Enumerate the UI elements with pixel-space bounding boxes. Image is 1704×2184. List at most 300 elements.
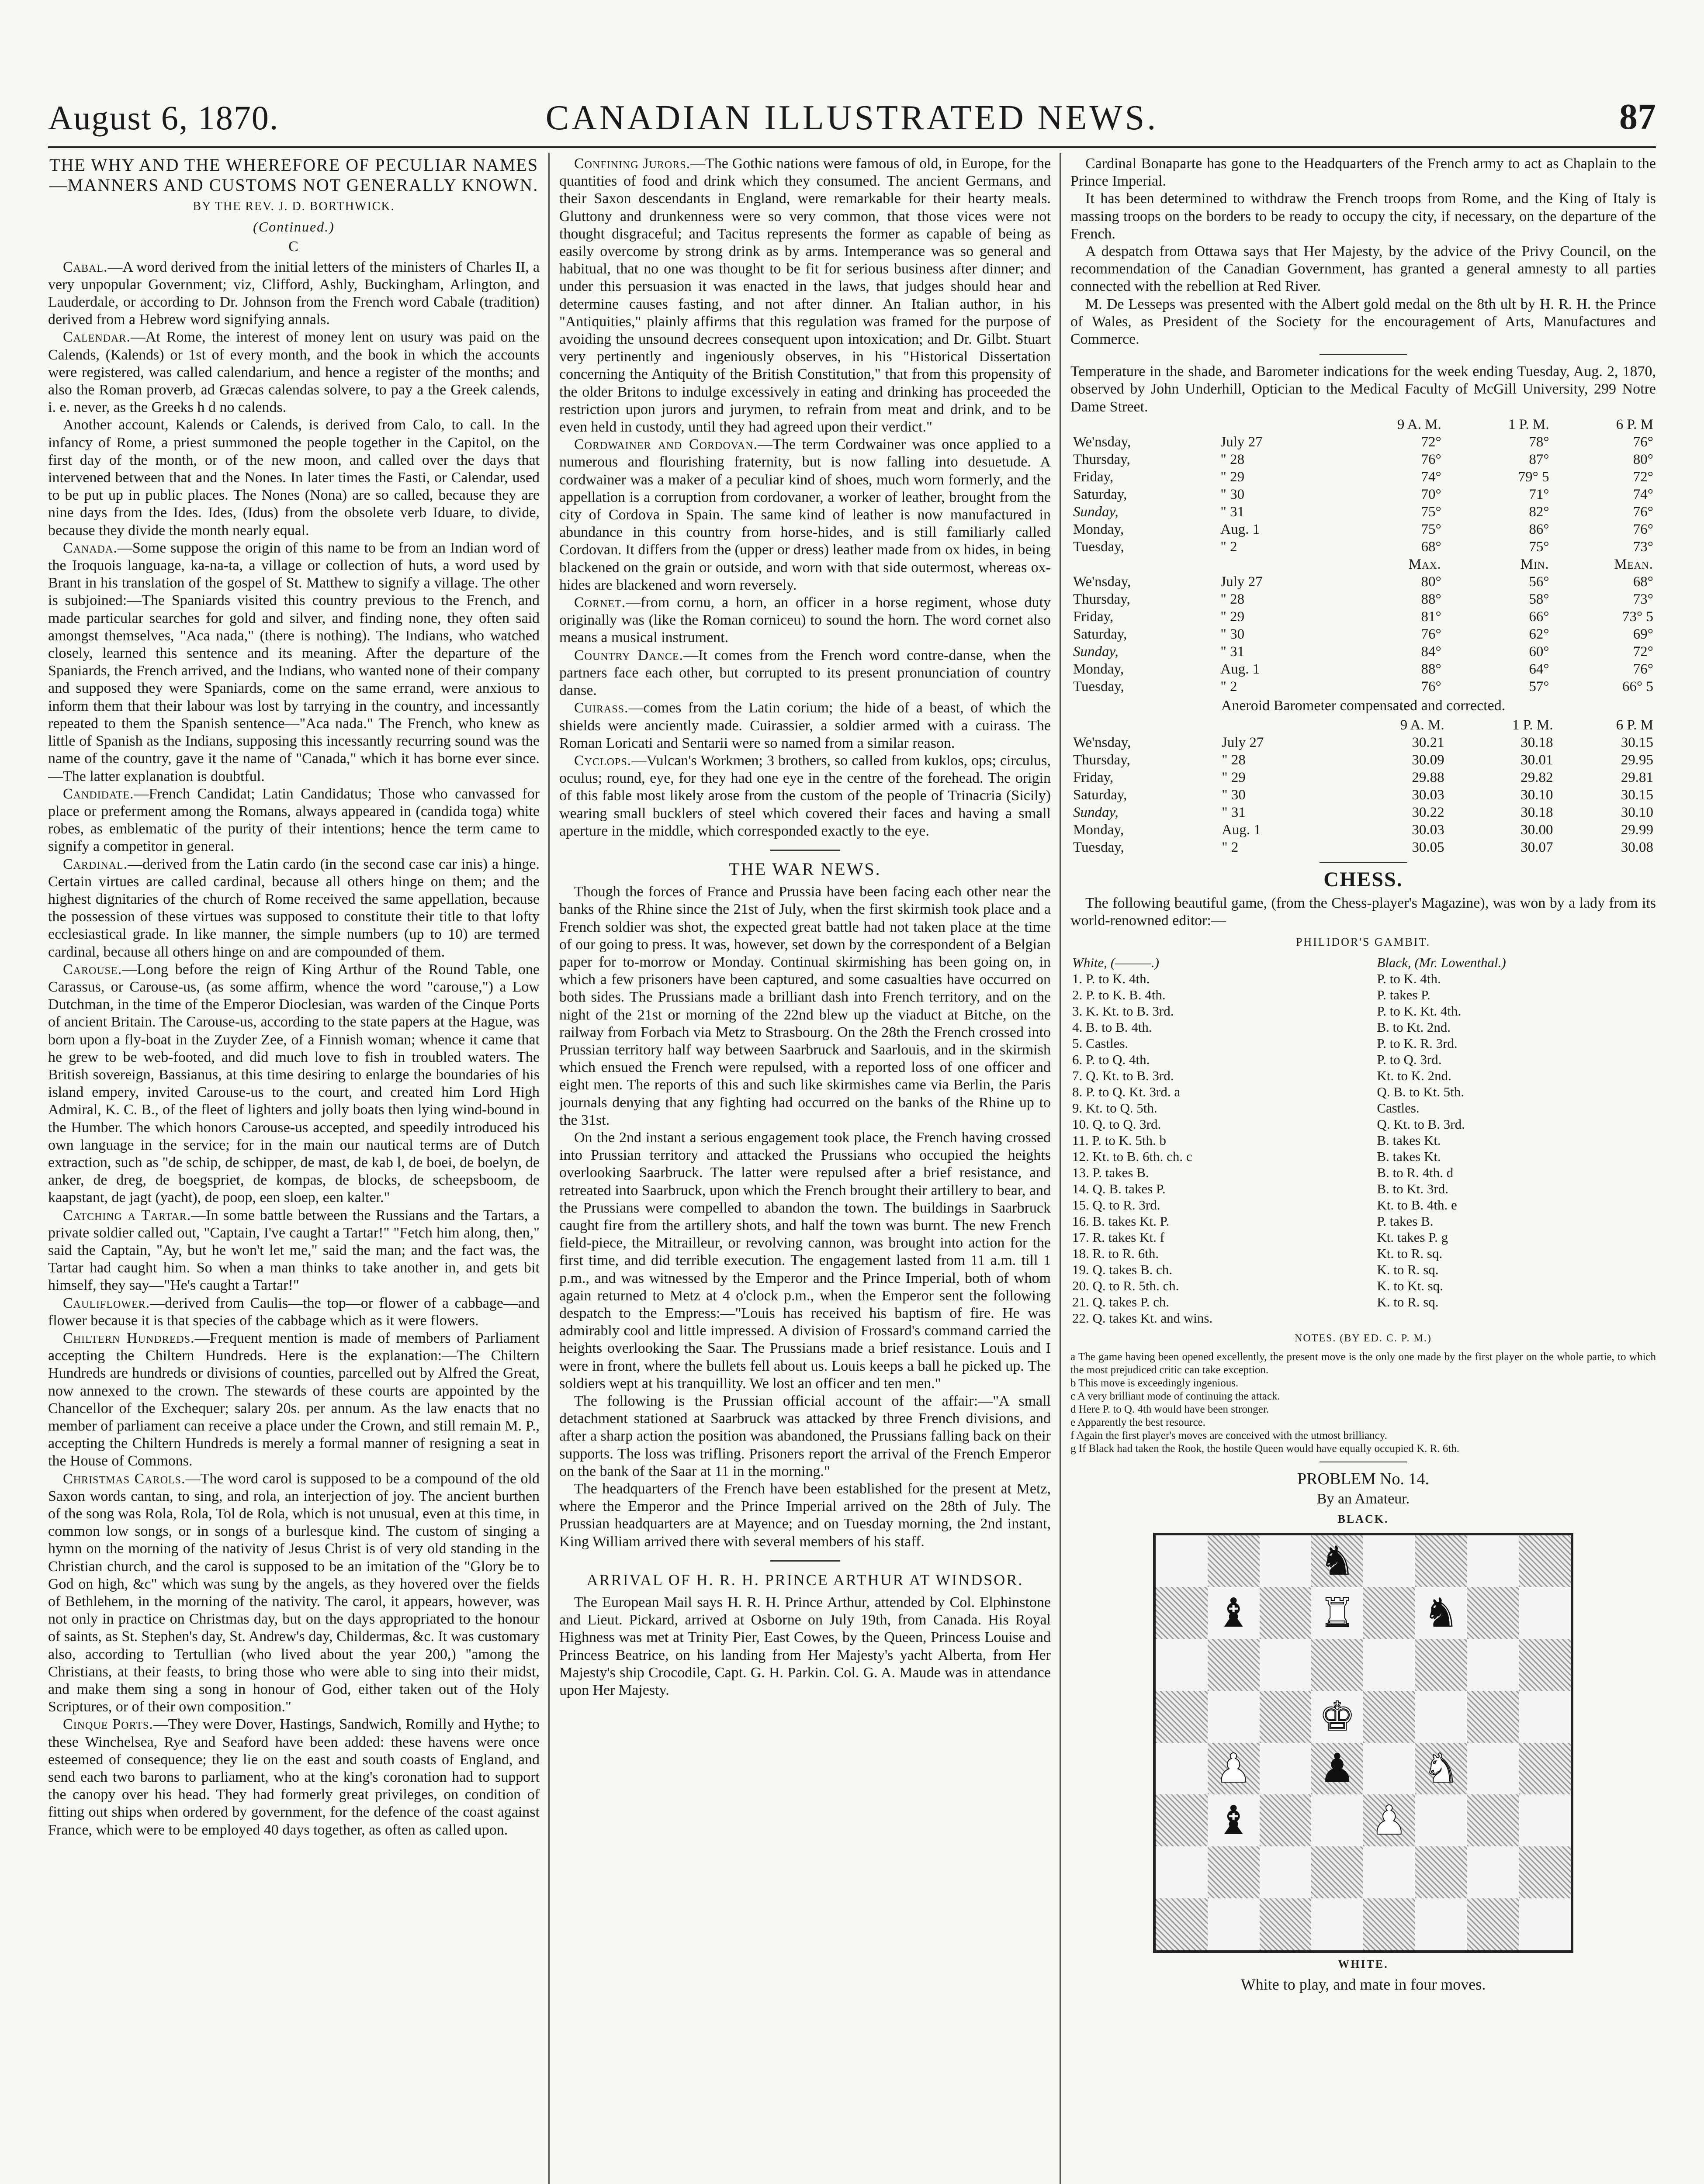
table-cell: " 29 [1222,770,1246,786]
white-move: 10. Q. to Q. 3rd. [1072,1116,1161,1132]
table-cell: 68° [1421,539,1441,555]
white-king-icon: ♚ [1319,1693,1355,1740]
move-row [1070,1035,1656,1051]
table-cell: We'nsday, [1073,434,1131,450]
table-cell: Tuesday, [1073,840,1124,856]
board-square [1311,1639,1363,1691]
table-cell: Tuesday, [1073,678,1124,695]
board-square [1156,1587,1208,1639]
table-cell: " 29 [1220,608,1245,625]
board-square [1467,1535,1519,1587]
entry-term: Country Dance. [574,647,683,663]
move-row [1070,1197,1656,1213]
table-cell: Sunday, [1073,504,1119,520]
table-cell: 30.18 [1520,805,1553,821]
table-cell: 30.10 [1520,787,1553,803]
divider [770,850,840,851]
col-header: 1 P. M. [1512,717,1553,733]
table-cell: " 28 [1220,591,1245,607]
barometer-table [1070,716,1656,856]
article-body [48,259,540,1839]
table-cell: 88° [1421,661,1441,677]
table-cell: " 31 [1220,643,1245,660]
table-cell: 76° [1633,504,1653,520]
board-square [1208,1846,1260,1898]
war-news-body [559,883,1051,1551]
table-cell: " 2 [1220,539,1237,555]
entry-term: Cuirass. [574,700,629,716]
table-cell: 81° [1421,608,1441,625]
news-briefs [1070,155,1656,348]
paragraph [559,1393,1051,1480]
entry-term: Cornet. [574,594,626,611]
table-cell: 56° [1529,574,1549,590]
white-player: White, (———.) [1072,954,1159,970]
continued-label: (Continued.) [253,219,335,235]
table-cell: 29.81 [1621,770,1653,786]
paragraph-text: A despatch from Ottawa says that Her Majesty, by the advice of the Privy Council, on the recommendation of the Canadian Government, has granted a general amnesty to all parties connected with the rebellion at Red River. [1070,243,1656,295]
table-cell: 30.15 [1621,787,1653,803]
table-cell: 70° [1421,486,1441,502]
table-cell: 30.08 [1621,840,1653,856]
table-cell: Friday, [1073,469,1114,485]
board-square [1156,1535,1208,1587]
arrival-title: ARRIVAL OF H. R. H. PRINCE ARTHUR AT WINDSOR. [586,1571,1024,1589]
table-cell: " 30 [1220,486,1245,502]
board-square [1415,1846,1467,1898]
entry-term: Cordwainer and Cordovan. [574,436,758,453]
white-pawn-icon: ♟ [1215,1745,1252,1792]
chess-note: f Again the first player's moves are conceived with the utmost brilliancy. [1070,1430,1387,1442]
table-cell: 79° 5 [1518,469,1549,485]
table-cell: 29.95 [1621,752,1653,768]
board-square [1156,1846,1208,1898]
table-cell: Friday, [1073,608,1114,625]
chess-note: c A very brilliant mode of continuing the attack. [1070,1390,1280,1403]
black-move: Q. Kt. to B. 3rd. [1377,1116,1465,1132]
black-bishop-icon: ♝ [1215,1797,1252,1844]
table-row [1070,821,1656,839]
white-pawn-icon: ♟ [1371,1797,1407,1844]
black-move: B. to Kt. 3rd. [1377,1181,1448,1196]
paragraph [559,752,1051,840]
table-row [1070,486,1656,503]
board-square [1363,1794,1415,1846]
black-knight-icon: ♞ [1423,1589,1459,1636]
table-cell: 68° [1633,574,1653,590]
white-move: 11. P. to K. 5th. b [1072,1132,1167,1148]
chess-board [1153,1533,1573,1953]
table-cell: 30.22 [1412,805,1444,821]
chess-note: a The game having been opened excellently, the present move is the only one made by the first player on the whole partie, to which the most prejudiced critic can take exception. [1070,1351,1656,1376]
col-header: 9 A. M. [1400,717,1444,733]
entry-term: Canada. [63,539,118,556]
col-header: 6 P. M [1616,717,1653,733]
entry-term: Cabal. [63,259,108,275]
paragraph-text: —from cornu, a horn, an officer in a horse regiment, whose duty originally was (like the Roman corniceu) to sound the horn. The word cornet also means a musical instrument. [559,594,1051,646]
paragraph-text: —The term Cordwainer was once applied to a numerous and flourishing fraternity, but is now falling into desuetude. A cordwainer was a maker of a peculiar kind of shoes, much worn formerly, and the appellation is a corruption from cordovaner, a worker of leather, brought from the city of Cordova in Spain. The same kind of leather is now manufactured in abundance in this country from horse-hides, and is still familiarly called Cordovan. It differs from the (upper or dress) leather made from ox hides, in being blackened on the grain or outside, and worn with that side outermost, whereas ox-hides are blackened and worn reversely. [559,436,1051,593]
table-cell: Sunday, [1073,805,1119,821]
page-number: 87 [1619,97,1656,137]
black-move: B. takes Kt. [1377,1148,1441,1164]
entry-term: Carouse. [63,961,122,978]
board-square [1260,1846,1312,1898]
board-square [1519,1587,1571,1639]
paragraph-text: —Some suppose the origin of this name to be from an Indian word of the Iroquois language, ka-na-ta, a village or collection of huts, a word used by Brant in his translation of the gospel of St. Matthew to signify a village. The other is subjoined:—The Spaniards visited this country previous to the French, and made particular searches for gold and silver, and finding none, they often said amongst themselves, "Aca nada," (there is nothing). The Indians, who watched closely, learned this sentence and its meaning. After the departure of the Spaniards, the French arrived, and the Indians, who wanted none of their company and supposed they were Spaniards, come on the same errand, were anxious to inform them that their labour was lost by tarrying in the country, and incessantly repeated to them the Spanish sentence—"Aca nada." The French, who knew as little of Spanish as the Indians, supposing this incessantly recurring sound was the name of the country, gave it the name of "Canada," which it has borne ever since.—The latter explanation is doubtful. [48,539,540,784]
black-move: P. to K. 4th. [1377,971,1441,986]
paragraph-text: It has been determined to withdraw the French troops from Rome, and the King of Italy is massing troops on the borders to be ready to occupy the city, if necessary, on the departure of the French. [1070,190,1656,242]
white-move: 8. P. to Q. Kt. 3rd. a [1072,1084,1181,1099]
war-news-title: THE WAR NEWS. [729,859,881,879]
paragraph [48,1470,540,1716]
entry-term: Cinque Ports. [63,1716,153,1733]
paragraph-text: —They were Dover, Hastings, Sandwich, Romilly and Hythe; to these Winchelsea, Rye and Seaford have been added: these havens were once esteemed of consequence; they lie on the east and south coasts of England, and send each two barons to parliament, who at the king's coronation had to support the canopy over his head. They had formerly great privileges, on condition of fitting out ships when ordered by government, for the defence of the coast against France, which were to be employed 40 days together, as often as called upon. [48,1716,540,1838]
white-move: 7. Q. Kt. to B. 3rd. [1072,1068,1174,1083]
chess-note: d Here P. to Q. 4th would have been stronger. [1070,1403,1269,1416]
paragraph [48,328,540,416]
board-square [1260,1587,1312,1639]
board-square [1208,1639,1260,1691]
table-row [1070,804,1656,821]
black-move: Kt. to K. 2nd. [1377,1068,1451,1083]
board-square [1363,1587,1415,1639]
table-cell: " 28 [1222,752,1246,768]
arrival-body [559,1594,1051,1699]
move-row [1070,1213,1656,1229]
table-cell: 75° [1421,521,1441,537]
table-row [1070,521,1656,538]
col-header: Min. [1520,556,1549,572]
board-square [1519,1898,1571,1950]
black-move: P. to K. Kt. 4th. [1377,1003,1462,1019]
board-square [1519,1743,1571,1795]
table-row [1070,503,1656,521]
paragraph-text: Cardinal Bonaparte has gone to the Headquarters of the French army to act as Chaplain to the Prince Imperial. [1070,156,1656,190]
board-square [1467,1846,1519,1898]
move-row [1070,1278,1656,1294]
black-move: B. to Kt. 2nd. [1377,1019,1451,1035]
opening-name: PHILIDOR'S GAMBIT. [1295,935,1431,948]
move-row [1070,1165,1656,1181]
board-square [1467,1898,1519,1950]
table-row [1070,734,1656,751]
table-cell: " 31 [1222,805,1246,821]
white-move: 21. Q. takes P. ch. [1072,1294,1170,1310]
paragraph [48,961,540,1207]
board-square [1467,1691,1519,1743]
table-cell: " 31 [1220,504,1245,520]
table-cell: 71° [1529,486,1549,502]
table-cell: 72° [1633,469,1653,485]
table-row [1070,451,1656,468]
white-side-label: WHITE. [1338,1957,1389,1970]
table-cell: Aug. 1 [1220,521,1260,537]
paragraph [559,647,1051,700]
board-square [1311,1898,1363,1950]
board-square [1415,1639,1467,1691]
board-square [1156,1898,1208,1950]
col-header: Max. [1408,556,1441,572]
table-cell: Aug. 1 [1220,661,1260,677]
table-row [1070,538,1656,556]
board-square [1363,1743,1415,1795]
move-row [1070,1181,1656,1197]
table-row [1070,625,1656,643]
board-square [1208,1691,1260,1743]
move-row [1070,971,1656,987]
paragraph-text: —French Candidat; Latin Candidatus; Those who canvassed for place or preferment among the Romans, always appeared in (candida toga) white robes, as emblematic of the purity of their intentions; hence the term came to signify a competitor in general. [48,785,540,855]
paragraph-text: —It comes from the French word contre-danse, when the partners face each other, but corrupted to its present pronunciation of country danse. [559,647,1051,699]
paragraph-text: The following is the Prussian official account of the affair:—"A small detachment stationed at Saarbruck was attacked by three French divisions, and after a sharp action the position was abandoned, the Prussians falling back on their supports. The loss was trifling. Prisoners report the arrival of the French Emperor on the bank of the Saar at 11 in the morning." [559,1393,1051,1479]
paragraph-text: —Frequent mention is made of members of Parliament accepting the Chiltern Hundreds. Here is the explanation:—The Chiltern Hundreds are hundreds or divisions of counties, parcelled out by Alfred the Great, now annexed to the crown. The stewards of these courts are appointed by the Chancellor of the Exchequer; salary 20s. per annum. As the law enacts that no member of parliament can receive a place under the Crown, and still remain M. P., accepting the Chiltern Hundreds is merely a formal manner of resigning a seat in the House of Commons. [48,1330,540,1469]
chess-note: b This move is exceedingly ingenious. [1070,1377,1239,1389]
table-cell: 76° [1633,434,1653,450]
board-square [1519,1535,1571,1587]
board-square [1208,1898,1260,1950]
paragraph [1070,190,1656,243]
board-square [1415,1794,1467,1846]
paragraph [48,539,540,785]
table-cell: 78° [1529,434,1549,450]
black-knight-icon: ♞ [1319,1538,1355,1585]
board-square [1519,1794,1571,1846]
paragraph-text: —derived from Caulis—the top—or flower of a cabbage—and flower because it is that species of the cabbage which as it were flowers. [48,1295,540,1329]
white-move: 3. K. Kt. to B. 3rd. [1072,1003,1174,1019]
table-row [1070,769,1656,786]
table-cell: Monday, [1073,822,1124,838]
black-move: P. takes B. [1377,1213,1434,1229]
chess-intro: The following beautiful game, (from the Chess-player's Magazine), was won by a lady from its world-renowned editor:— [1070,895,1656,929]
paragraph [559,436,1051,594]
white-knight-icon: ♞ [1423,1745,1459,1792]
white-move: 15. Q. to R. 3rd. [1072,1197,1160,1213]
move-row [1070,1245,1656,1261]
table-row [1070,751,1656,769]
table-cell: 72° [1421,434,1441,450]
table-cell: Thursday, [1073,451,1130,467]
board-square [1311,1691,1363,1743]
table-cell: 73° 5 [1622,608,1653,625]
table-cell: 30.03 [1412,822,1444,838]
paragraph [48,416,540,539]
column-1 [48,155,540,2184]
paragraph [559,594,1051,647]
table-cell: 82° [1529,504,1549,520]
white-move: 19. Q. takes B. ch. [1072,1261,1173,1277]
divider [770,1560,840,1562]
move-row [1070,1003,1656,1019]
table-cell: Monday, [1073,661,1124,677]
table-cell: " 30 [1222,787,1246,803]
white-rook-icon: ♜ [1319,1589,1355,1636]
entry-term: Catching a Tartar. [63,1207,191,1223]
move-row [1070,1148,1656,1165]
board-square [1156,1639,1208,1691]
table-cell: 62° [1529,626,1549,642]
board-square [1363,1846,1415,1898]
table-row [1070,678,1656,695]
black-move: Kt. takes P. g [1377,1229,1448,1245]
col-header: 6 P. M [1616,416,1653,432]
table-cell: 76° [1421,678,1441,695]
column-3 [1070,155,1656,2184]
black-bishop-icon: ♝ [1215,1589,1252,1636]
table-row [1070,660,1656,678]
newspaper-title: CANADIAN ILLUSTRATED NEWS. [545,99,1159,137]
paragraph [48,856,540,961]
black-move: B. takes Kt. [1377,1132,1441,1148]
board-square [1208,1743,1260,1795]
board-square [1415,1587,1467,1639]
white-move: 22. Q. takes Kt. and wins. [1072,1310,1213,1326]
temperature-table [1070,416,1656,695]
problem-title: PROBLEM No. 14. [1297,1470,1429,1489]
col-header: 1 P. M. [1508,416,1549,432]
board-square [1156,1743,1208,1795]
barometer-title: Aneroid Barometer compensated and corrected. [1221,697,1506,714]
paragraph [1070,155,1656,190]
paragraph [559,699,1051,752]
table-cell: 30.21 [1412,735,1444,751]
table-cell: We'nsday, [1073,574,1131,590]
board-square [1156,1794,1208,1846]
board-square [1208,1535,1260,1587]
table-cell: 75° [1421,504,1441,520]
move-row [1070,1100,1656,1116]
paragraph-text: —The word carol is supposed to be a compound of the old Saxon words cantan, to sing, and rola, an interjection of joy. The ancient burthen of the song was Rola, Rola, Tol de Rola, which is not unusual, even at this time, in common low songs, or in songs of a burlesque kind. The custom of singing a hymn on the morning of the nativity of Jesus Christ is of very old standing in the Christian church, and the carol is supposed to be an imitation of the "Glory be to God on high, &c" which was sung by the angels, as they hovered over the fields of Bethlehem, in the morning of the nativity. The carol, it appears, however, was not only in practice on Christmas day, but on the days appropriated to the honour of saints, as St. Stephen's day, St. Andrew's day, Childermas, &c. It was customary also, according to Tertullian (who lived about the year 200,) "among the Christians, at their feasts, to bring those who were able to sing into their midst, and make them sing a song in honour of God, either taken out of the Holy Scriptures, or of their own composition." [48,1470,540,1715]
table-cell: 30.01 [1520,752,1553,768]
table-cell: " 30 [1220,626,1245,642]
board-square [1363,1535,1415,1587]
paragraph [559,1594,1051,1699]
table-row [1070,591,1656,608]
board-square [1208,1587,1260,1639]
issue-date: August 6, 1870. [48,99,279,137]
white-move: 16. B. takes Kt. P. [1072,1213,1170,1229]
black-move [1375,1310,1656,1326]
table-cell: 76° [1421,451,1441,467]
paragraph-text: —In some battle between the Russians and the Tartars, a private soldier called out, "Captain, I've caught a Tartar!" "Fetch him along, then," said the Captain, "Ay, but he won't let me," said the man; and the fact was, the Tartar had caught him. So when a man thinks to take another in, and gets bit himself, they say—"He's caught a Tartar!" [48,1207,540,1294]
paragraph-text: Another account, Kalends or Calends, is derived from Calo, to call. In the infancy of Rome, a priest summoned the people together in the Capitol, on the first day of the month, or of the new moon, and called over the days that intervened between that and the Nones. In later times the Fasti, or Calendar, used to be put up in public places. The Nones (Nona) are so called, because they are nine days from the Ides. Ides, (Idus) from the obsolete verb Iduare, to divide, because they divide the month nearly equal. [48,417,540,539]
move-row [1070,1019,1656,1035]
table-cell: 69° [1633,626,1653,642]
board-square [1415,1898,1467,1950]
move-row [1070,1132,1656,1148]
table-row [1070,786,1656,804]
paragraph [48,1716,540,1838]
board-square [1260,1639,1312,1691]
black-move: Castles. [1377,1100,1420,1116]
board-square [1467,1794,1519,1846]
black-move: Q. B. to Kt. 5th. [1377,1084,1465,1099]
paragraph-text: —Long before the reign of King Arthur of the Round Table, one Carassus, or Carouse-us, (as some affirm, whence the word "carouse,") a Low Dutchman, in the time of the Emperor Dioclesian, was warden of the Cinque Ports of ancient Britain. The Carouse-us, according to the state papers at the Hague, was born upon a fly-boat in the Zuyder Zee, of a Finnish woman; whence it came that he grew to be web-footed, and did much love to fish in troubled waters. The British sovereign, Bassianus, at this time desiring to enlarge the boundaries of his island empery, invited Carouse-us to the court, and created him Lord High Admiral, K. C. B., of the fleet of lighters and jolly boats then lying wind-bound in the Humber. The which honors Carouse-us accepted, and speedily introduced his own language in the service; for in the main our nautical terms are of Dutch extraction, such as "de schip, de schipper, de mast, de kab l, de boei, de boelyn, de anker, de dreg, de boegspriet, de kompas, de blocks, de scheepsboom, de kaapstant, de jagt (yacht), de poop, een sloep, een kalter." [48,961,540,1206]
paragraph-text: —derived from the Latin cardo (in the second case car inis) a hinge. Certain virtues are called cardinal, because all others hinge on them; and the highest dignitaries of the church of Rome received the same appellation, because the possession of these virtues was supposed to constitute their title to that lofty ecclesiastical grade. In like manner, the simple numbers (up to 10) are termed cardinal, because all others hinge on and are compounded of them. [48,856,540,960]
entry-term: Candidate. [63,785,134,802]
table-cell: " 2 [1222,840,1239,856]
table-cell: July 27 [1220,434,1263,450]
column-rule [548,153,550,2184]
table-cell: 29.88 [1412,770,1444,786]
white-move: 17. R. takes Kt. f [1072,1229,1164,1245]
table-cell: 66° [1529,608,1549,625]
black-move: P. takes P. [1377,987,1430,1002]
board-square [1519,1639,1571,1691]
move-row [1070,1116,1656,1132]
chess-note: g If Black had taken the Rook, the hostile Queen would have equally occupied K. R. 6th. [1070,1443,1460,1455]
paragraph [48,1207,540,1295]
board-square [1311,1743,1363,1795]
table-cell: 30.07 [1520,840,1553,856]
move-row [1070,1294,1656,1310]
chess-note: e Apparently the best resource. [1070,1417,1205,1429]
entry-term: Cauliflower. [63,1295,150,1311]
table-cell: " 28 [1220,451,1245,467]
paragraph [1070,296,1656,349]
section-letter: C [288,238,299,255]
problem-caption: White to play, and mate in four moves. [1240,1975,1486,1993]
white-move: 20. Q. to R. 5th. ch. [1072,1278,1179,1293]
move-row [1070,1084,1656,1100]
white-move: 6. P. to Q. 4th. [1072,1051,1150,1067]
board-square [1208,1794,1260,1846]
board-square [1260,1691,1312,1743]
board-square [1467,1743,1519,1795]
table-cell: Tuesday, [1073,539,1124,555]
entry-term: Cardinal. [63,856,128,872]
table-cell: 80° [1421,574,1441,590]
article-body-continued [559,155,1051,840]
entry-term: Cyclops. [574,752,632,769]
table-cell: 30.10 [1621,805,1653,821]
paragraph [559,1480,1051,1551]
table-cell: 87° [1529,451,1549,467]
white-move: 2. P. to K. B. 4th. [1072,987,1166,1002]
paragraph-text: M. De Lesseps was presented with the Albert gold medal on the 8th ult by H. R. H. the Prince of Wales, as President of the Society for the encouragement of Arts, Manufactures and Commerce. [1070,296,1656,348]
paragraph-text: —comes from the Latin corium; the hide of a beast, of which the shields were anciently made. Cuirassier, a soldier armed with a cuirass. The Roman Loricati and Sentarii were so named from a similar reason. [559,700,1051,751]
table-cell: 73° [1633,591,1653,607]
paragraph-text: —Vulcan's Workmen; 3 brothers, so called from kuklos, ops; circulus, oculus; round, eye, for they had one eye in the centre of the forehead. The origin of this fable most likely arose from the custom of the people of Trinacria (Sicily) wearing small bucklers of steel which covered their faces and having a small aperture in the middle, which corresponded exactly to the eye. [559,752,1051,839]
move-row [1070,987,1656,1003]
table-cell: Saturday, [1073,787,1127,803]
divider [1320,354,1407,355]
board-square [1415,1691,1467,1743]
notes-title: NOTES. (BY ED. C. P. M.) [1295,1332,1432,1344]
white-move: 1. P. to K. 4th. [1072,971,1150,986]
paragraph [48,1330,540,1470]
table-cell: 76° [1633,661,1653,677]
table-cell: " 29 [1220,469,1245,485]
masthead [48,90,1656,148]
paragraph-text: —At Rome, the interest of money lent on usury was paid on the Calends, (Kalends) or 1st of every month, and the book in which the accounts were registered, was called calendarium, and hence a register of the months; and also the Roman proverb, ad Græcas calendas solvere, to pay a the Greek calends, i. e. never, as the Greeks h d no calends. [48,329,540,416]
board-square [1260,1898,1312,1950]
move-row [1070,1051,1656,1068]
board-square [1519,1691,1571,1743]
black-move: B. to R. 4th. d [1377,1165,1454,1180]
paragraph-text: The headquarters of the French have been established for the present at Metz, where the Emperor and the Prince Imperial arrived on the 28th of July. The Prussian headquarters are at Mayence; and on Tuesday morning, the 2nd instant, King William arrived there with several members of his staff. [559,1481,1051,1550]
table-cell: 30.05 [1412,840,1444,856]
white-move: 18. R. to R. 6th. [1072,1245,1159,1261]
paragraph [48,1295,540,1330]
divider [1320,862,1407,863]
table-row [1070,433,1656,451]
paragraph-text: Though the forces of France and Prussia have been facing each other near the banks of the Rhine since the 21st of July, when the first skirmish took place and a French soldier was shot, the expected great battle had not taken place at the time of our going to press. It was, however, set down by the correspondent of a Belgian paper for to-morrow or Monday. Continual skirmishing has been going on, in which a few prisoners have been captured, and some casualties have occurred on both sides. The Prussians made a brilliant dash into French territory, and on the night of the 21st or morning of the 22nd blew up the viaduct at Bitche, on the railway from Forbach via Metz to Strasbourg. On the 28th the French crossed into Prussian territory half way between Saarbruck and Saarlouis, and in the skirmish which ensued the French were repulsed, with a reported loss of one officer and eight men. The reports of this and such like skirmishes came via Berlin, the Paris journals denying that any fighting had occurred on the banks of the Rhine up to the 31st. [559,884,1051,1128]
column-2 [559,155,1051,2184]
black-side-label: BLACK. [1337,1513,1389,1526]
board-square [1519,1846,1571,1898]
table-cell: Friday, [1073,770,1114,786]
move-row [1070,1310,1656,1326]
table-row [1070,608,1656,625]
